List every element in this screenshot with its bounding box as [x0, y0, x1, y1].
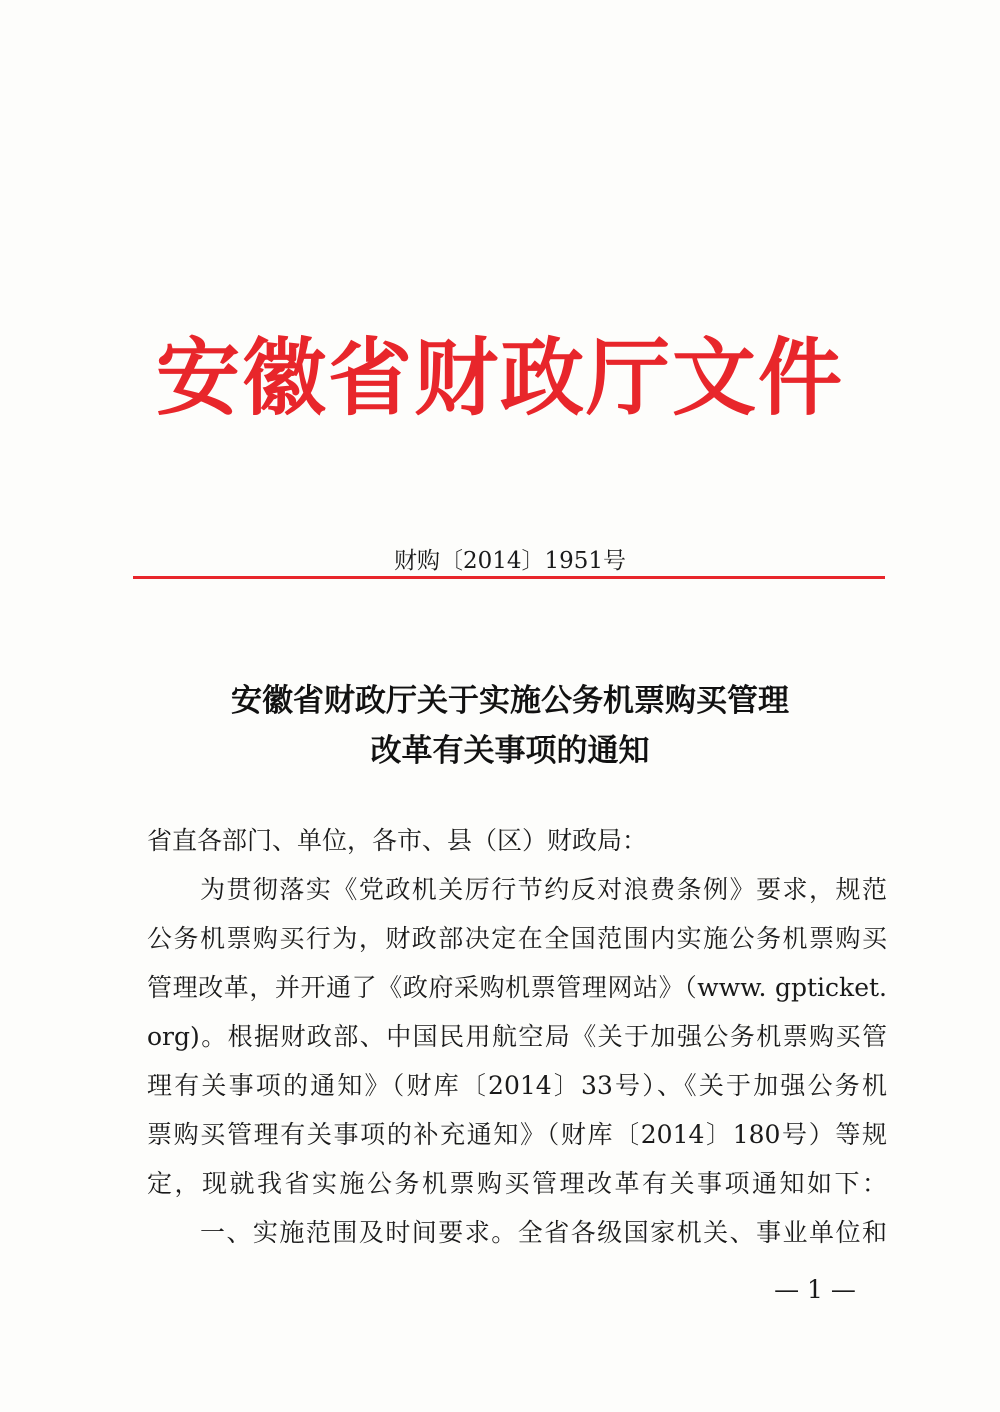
body-line: 定，现就我省实施公务机票购买管理改革有关事项通知如下：	[147, 1169, 887, 1198]
body-line: 公务机票购买行为，财政部决定在全国范围内实施公务机票购买	[147, 924, 887, 953]
body-line: 管理改革，并开通了《政府采购机票管理网站》（www. gpticket.	[147, 973, 887, 1002]
red-divider-line	[133, 576, 885, 579]
document-number: 财购〔2014〕1951号	[393, 548, 627, 574]
notice-body	[147, 816, 887, 1257]
notice-title-line-1: 安徽省财政厅关于实施公务机票购买管理	[231, 683, 789, 719]
notice-title	[135, 676, 885, 776]
body-line: 票购买管理有关事项的补充通知》（财库〔2014〕180号）等规	[147, 1120, 887, 1149]
page-number: — 1 —	[774, 1275, 856, 1304]
body-line: 理有关事项的通知》（财库〔2014〕33号）、《关于加强公务机	[147, 1071, 887, 1100]
body-line: 一、实施范围及时间要求。全省各级国家机关、事业单位和	[147, 1218, 887, 1247]
body-line: org)。根据财政部、中国民用航空局《关于加强公务机票购买管	[147, 1022, 887, 1051]
masthead-title: 安徽省财政厅文件	[155, 329, 844, 427]
body-line: 为贯彻落实《党政机关厉行节约反对浪费条例》要求，规范	[147, 875, 887, 904]
body-line-salutation: 省直各部门、单位，各市、县（区）财政局：	[147, 826, 648, 855]
notice-title-line-2: 改革有关事项的通知	[370, 733, 650, 769]
